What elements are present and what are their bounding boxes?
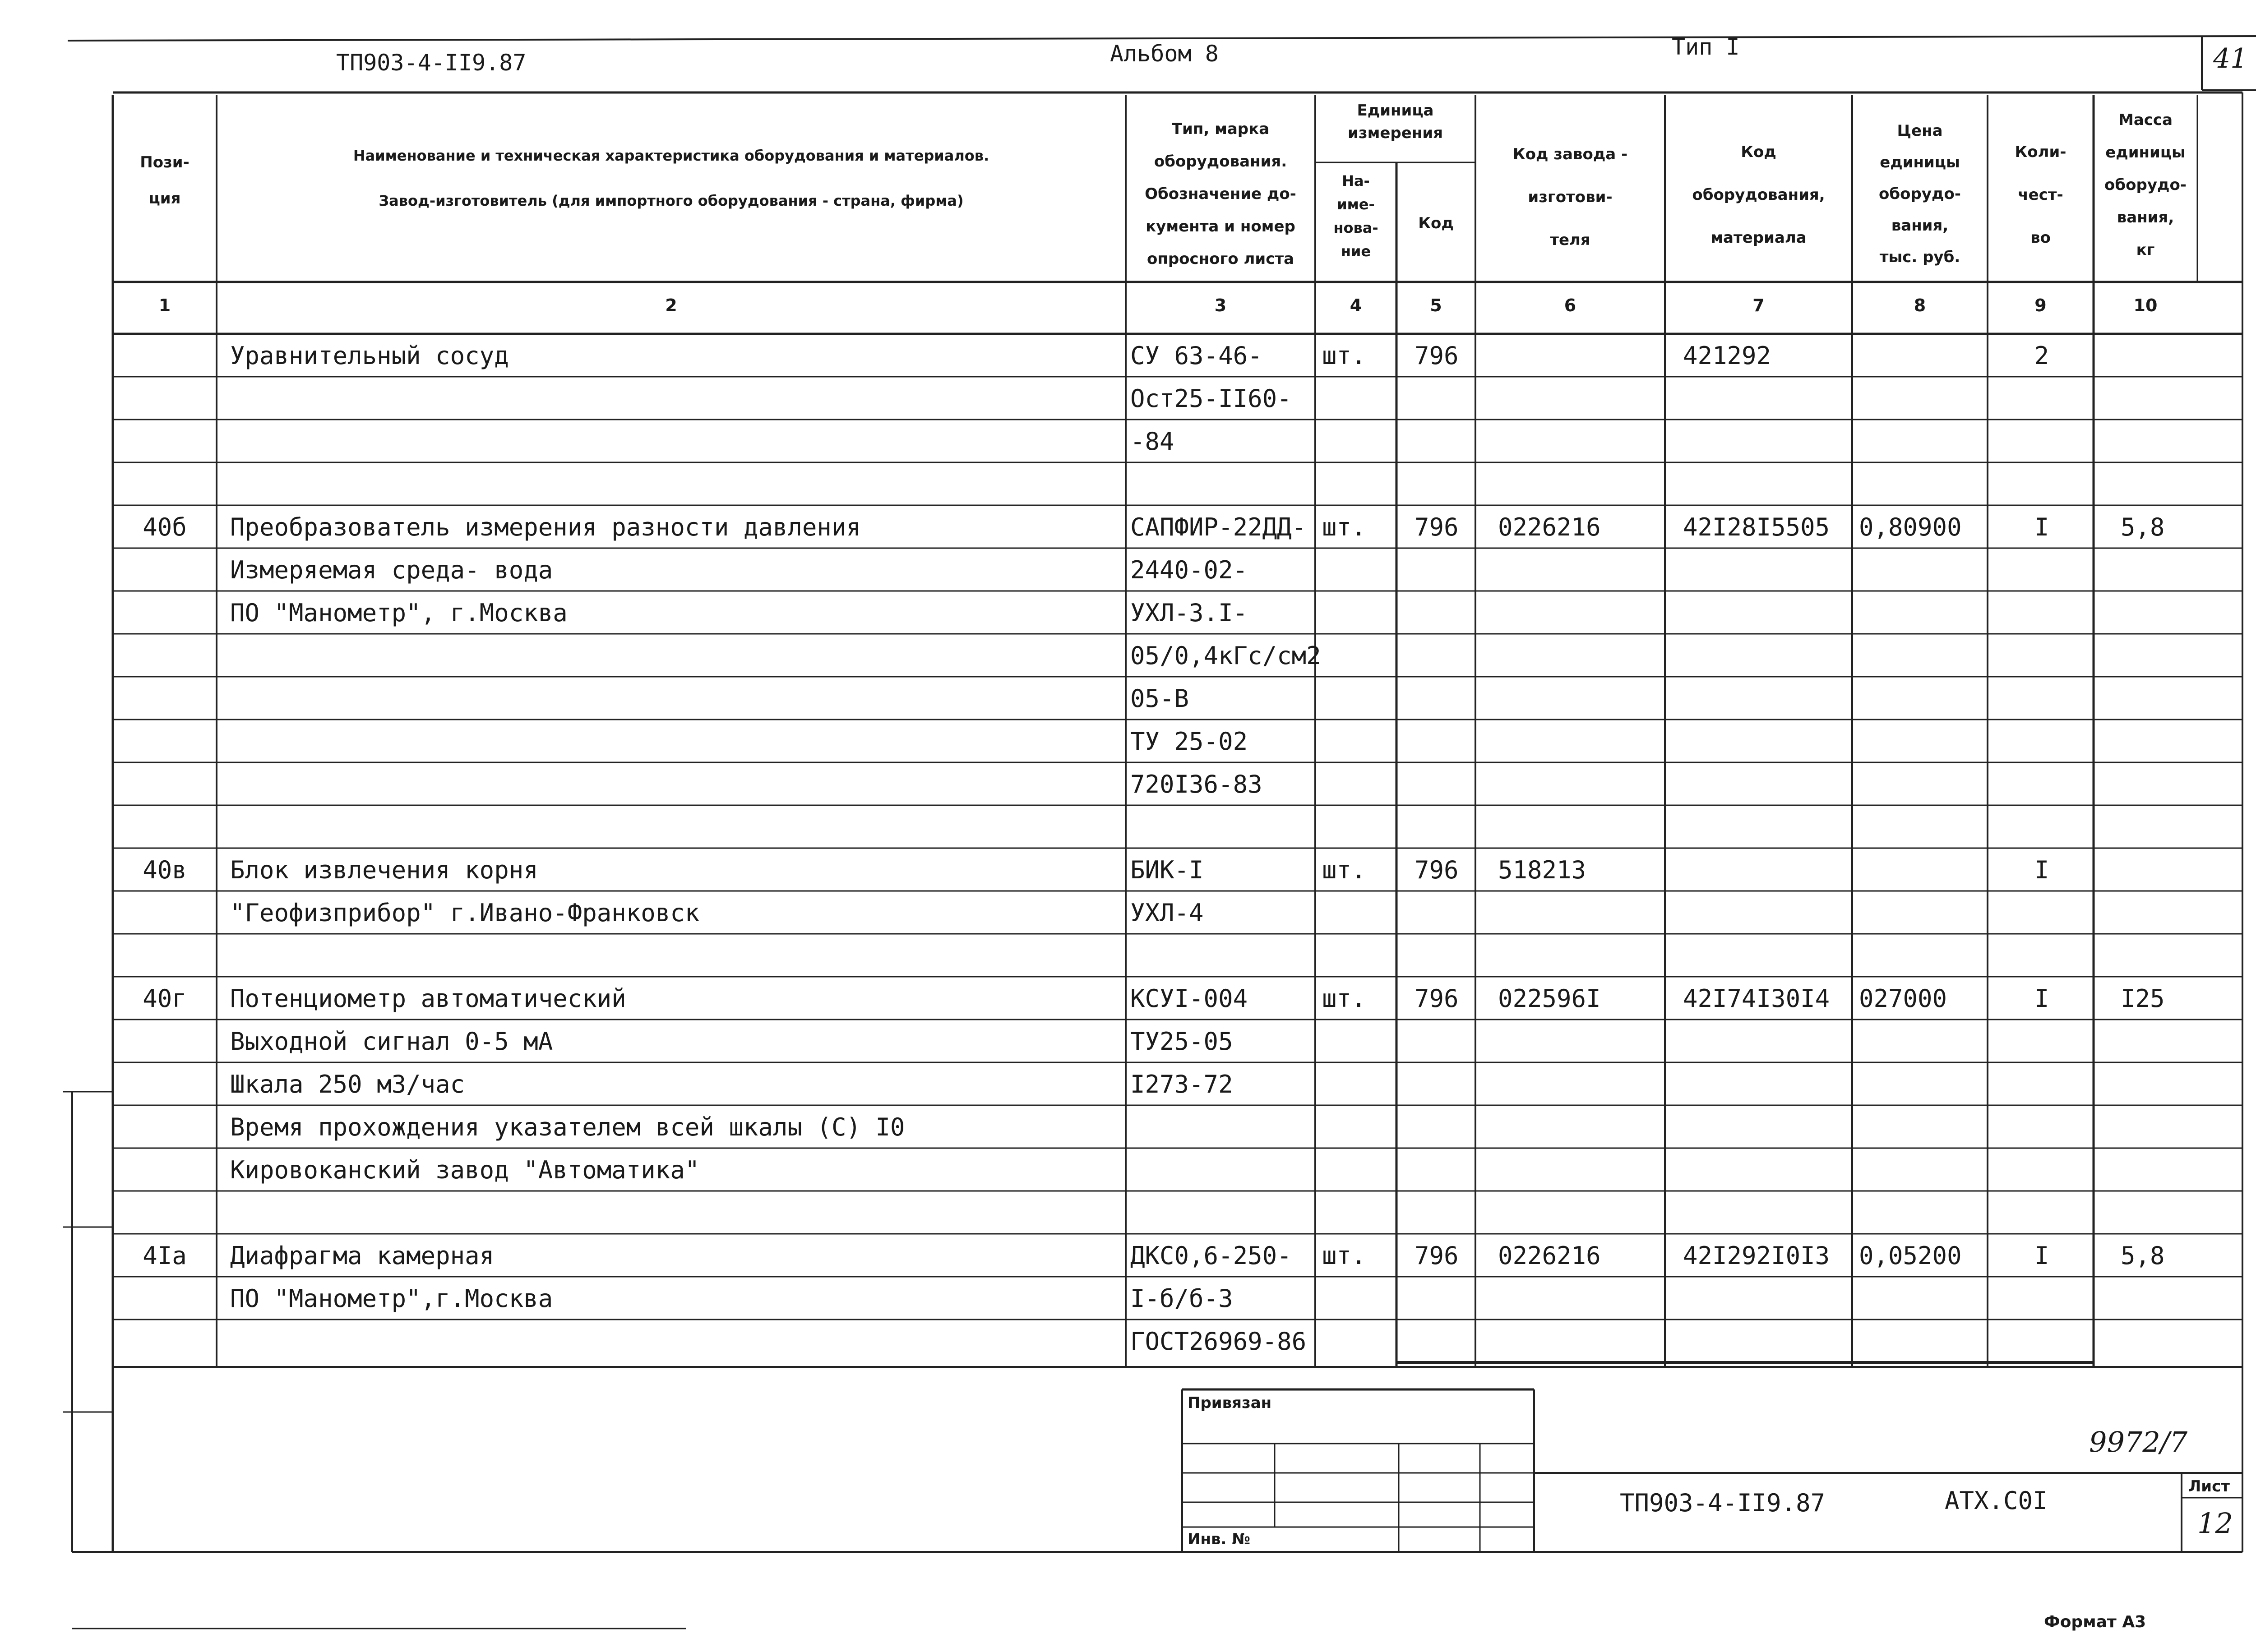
stamp-sheet-number: 12 <box>2197 1507 2233 1540</box>
cell-name: Диафрагма камерная <box>230 1241 495 1270</box>
col-header-unit-group: Единица измерения <box>1348 102 1443 142</box>
cell-type: 05-В <box>1130 684 1189 713</box>
col-header-unit-name: На- име- нова- ние <box>1333 172 1378 260</box>
cell-qty: I <box>2034 513 2049 541</box>
cell-pos: 40г <box>143 984 187 1013</box>
cell-equip: 42I74I30I4 <box>1683 984 1830 1013</box>
cell-qty: I <box>2034 1241 2049 1270</box>
cell-equip: 421292 <box>1683 341 1771 370</box>
col-header-name-line2: Завод-изготовитель (для импортного оборудования - страна, фирма) <box>379 192 964 209</box>
col-header-maker-code: Код завода - изготови- теля <box>1512 145 1628 249</box>
col-header-unit-code: Код <box>1418 214 1454 232</box>
stamp-sheet-code: АТХ.С0I <box>1945 1486 2048 1515</box>
col-number-9: 9 <box>2034 295 2047 315</box>
cell-type: I-б/б-3 <box>1130 1284 1233 1313</box>
album-label: Альбом 8 <box>1110 41 1219 67</box>
cell-type: КСУI-004 <box>1130 984 1248 1013</box>
cell-type: ТУ 25-02 <box>1130 727 1248 756</box>
cell-name: Время прохождения указателем всей шкалы (С) I0 <box>230 1113 905 1141</box>
cell-name: Потенциометр автоматический <box>230 984 626 1013</box>
cell-equip: 42I292I0I3 <box>1683 1241 1830 1270</box>
col-number-7: 7 <box>1752 295 1765 315</box>
cell-code: 796 <box>1415 984 1459 1013</box>
col-number-8: 8 <box>1914 295 1926 315</box>
col-header-mass: Масса единицы оборудо- вания, кг <box>2104 111 2187 259</box>
cell-type: СУ 63-46- <box>1130 341 1262 370</box>
cell-qty: I <box>2034 856 2049 884</box>
col-number-5: 5 <box>1430 295 1442 315</box>
cell-mass: 5,8 <box>2121 513 2165 541</box>
col-number-3: 3 <box>1214 295 1227 315</box>
cell-price: 0,80900 <box>1859 513 1962 541</box>
col-number-4: 4 <box>1350 295 1362 315</box>
col-header-equip-code: Код оборудования, материала <box>1692 143 1825 247</box>
cell-mass: 5,8 <box>2121 1241 2165 1270</box>
cell-qty: 2 <box>2034 341 2049 370</box>
cell-type: Ост25-II60- <box>1130 384 1292 413</box>
cell-pos: 4Iа <box>143 1241 187 1270</box>
handwritten-note: 9972/7 <box>2089 1426 2188 1458</box>
cell-pos: 40б <box>143 513 187 541</box>
cell-type: 720I36-83 <box>1130 770 1262 798</box>
cell-type: САПФИР-22ДД- <box>1130 513 1307 541</box>
col-number-1: 1 <box>158 295 171 315</box>
col-header-quantity: Коли- чест- во <box>2015 143 2066 247</box>
stamp-privyazan: Привязан <box>1188 1394 1272 1412</box>
cell-code: 796 <box>1415 341 1459 370</box>
cell-name: Шкала 250 м3/час <box>230 1070 465 1098</box>
cell-maker: 0226216 <box>1498 1241 1601 1270</box>
format-label: Формат А3 <box>2044 1613 2146 1631</box>
cell-unit: шт. <box>1322 984 1366 1013</box>
cell-maker: 518213 <box>1498 856 1586 884</box>
stamp-sheet-label: Лист <box>2188 1477 2230 1495</box>
cell-unit: шт. <box>1322 856 1366 884</box>
cell-name: ПО "Манометр", г.Москва <box>230 599 568 627</box>
col-number-6: 6 <box>1564 295 1576 315</box>
cell-name: Выходной сигнал 0-5 мА <box>230 1027 553 1056</box>
cell-name: Кировоканский завод "Автоматика" <box>230 1156 700 1184</box>
col-number-2: 2 <box>665 295 677 315</box>
cell-price: 0,05200 <box>1859 1241 1962 1270</box>
cell-code: 796 <box>1415 856 1459 884</box>
cell-type: -84 <box>1130 427 1174 456</box>
cell-equip: 42I28I5505 <box>1683 513 1830 541</box>
cell-code: 796 <box>1415 1241 1459 1270</box>
cell-pos: 40в <box>143 856 187 884</box>
cell-maker: 0226216 <box>1498 513 1601 541</box>
cell-type: УХЛ-4 <box>1130 899 1204 927</box>
col-header-position: Пози- ция <box>140 153 190 208</box>
cell-type: 2440-02- <box>1130 556 1248 584</box>
cell-name: Преобразователь измерения разности давления <box>230 513 861 541</box>
cell-maker: 022596I <box>1498 984 1601 1013</box>
cell-unit: шт. <box>1322 1241 1366 1270</box>
cell-type: I273-72 <box>1130 1070 1233 1098</box>
cell-type: УХЛ-3.I- <box>1130 599 1248 627</box>
cell-type: ТУ25-05 <box>1130 1027 1233 1056</box>
cell-name: Измеряемая среда- вода <box>230 556 553 584</box>
stamp-inv-number: Инв. № <box>1188 1530 1251 1548</box>
cell-code: 796 <box>1415 513 1459 541</box>
stamp-doc-code: ТП903-4-II9.87 <box>1620 1489 1826 1517</box>
cell-qty: I <box>2034 984 2049 1013</box>
cell-name: Блок извлечения корня <box>230 856 538 884</box>
cell-type: 05/0,4кГс/см2 <box>1130 641 1321 670</box>
cell-name: ПО "Манометр",г.Москва <box>230 1284 553 1313</box>
cell-name: "Геофизприбор" г.Ивано-Франковск <box>230 899 700 927</box>
type-label: Тип I <box>1672 34 1740 60</box>
cell-name: Уравнительный сосуд <box>230 341 509 370</box>
doc-code-header: ТП903-4-II9.87 <box>336 50 527 76</box>
top-page-number: 41 <box>2213 43 2248 74</box>
cell-unit: шт. <box>1322 513 1366 541</box>
cell-mass: I25 <box>2121 984 2165 1013</box>
cell-type: ГОСТ26969-86 <box>1130 1327 1307 1356</box>
col-header-price: Цена единицы оборудо- вания, тыс. руб. <box>1879 122 1961 266</box>
cell-price: 027000 <box>1859 984 1947 1013</box>
cell-unit: шт. <box>1322 341 1366 370</box>
cell-type: БИК-I <box>1130 856 1204 884</box>
cell-type: ДКС0,6-250- <box>1130 1241 1292 1270</box>
col-header-name-line1: Наименование и техническая характеристика оборудования и материалов. <box>353 147 989 164</box>
col-header-type: Тип, марка оборудования. Обозначение до- кумента и номер опросного листа <box>1145 120 1296 268</box>
col-number-10: 10 <box>2133 295 2158 315</box>
